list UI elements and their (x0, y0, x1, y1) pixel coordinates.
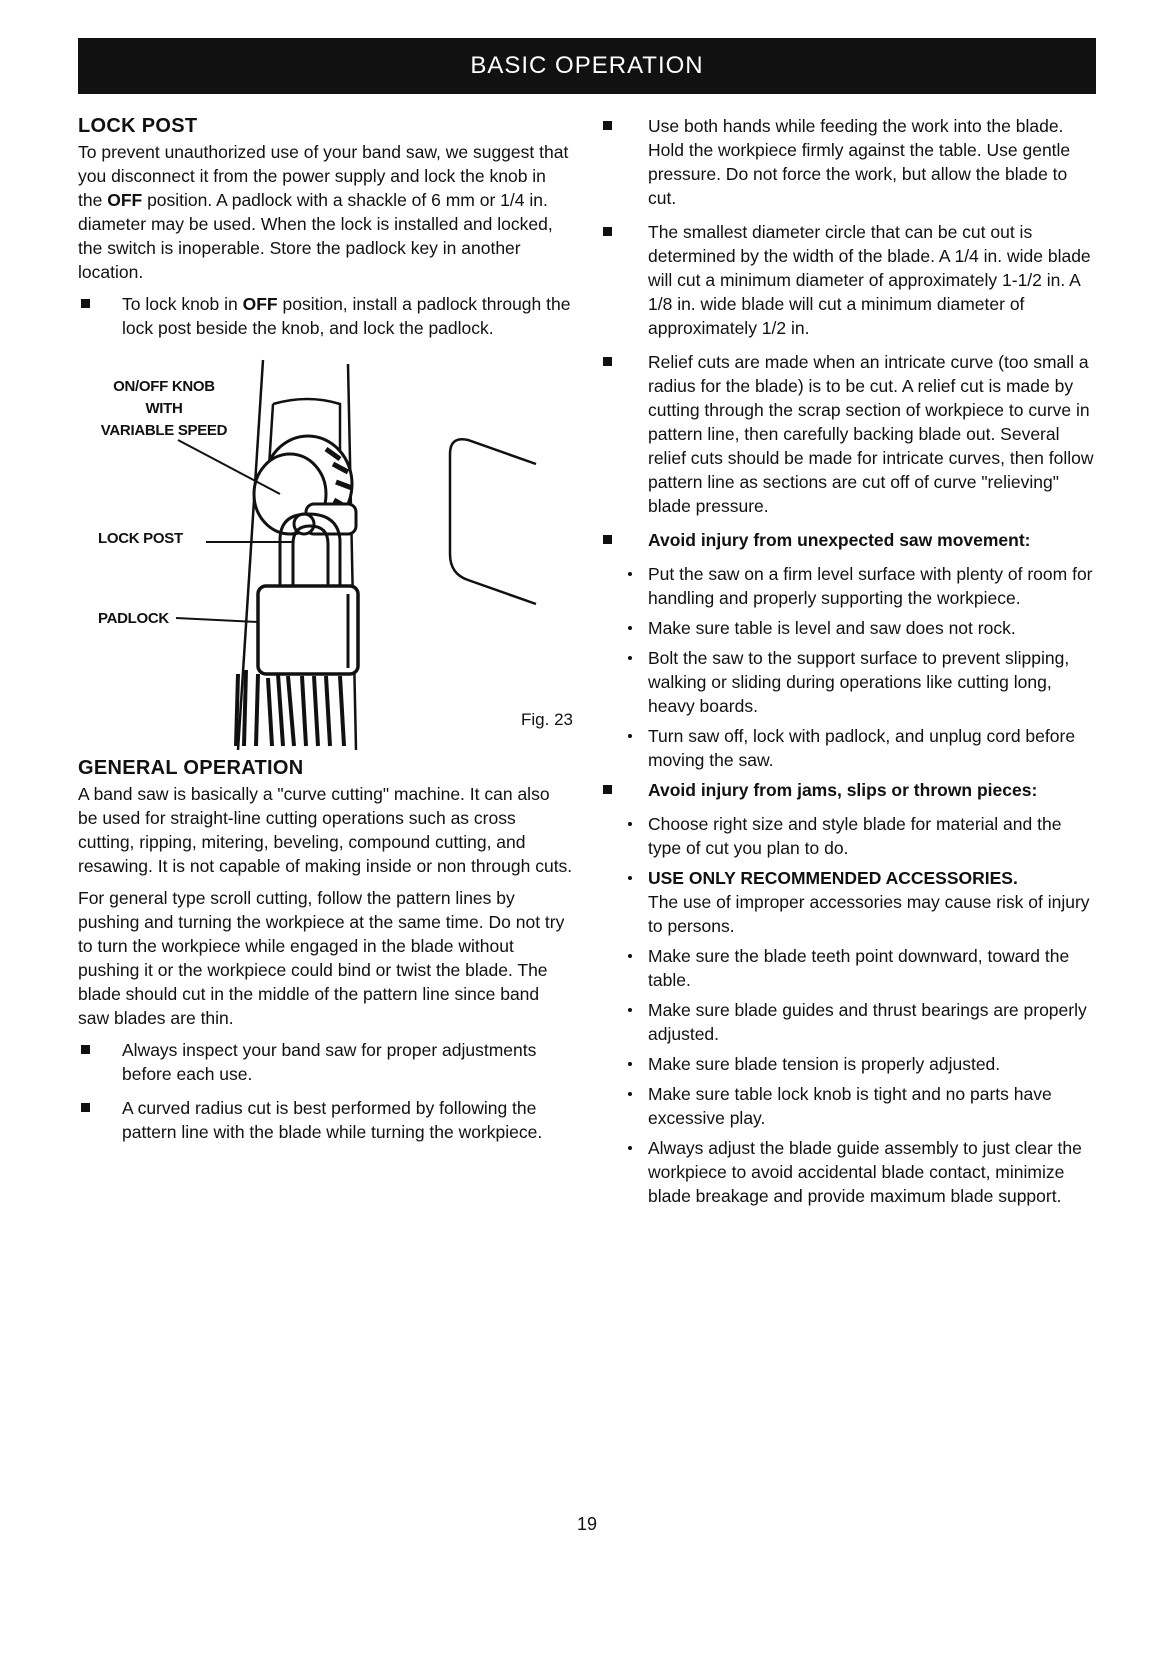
saw-movement-item: Make sure table is level and saw does not rock. (600, 616, 1096, 640)
accessories-warning: USE ONLY RECOMMENDED ACCESSORIES. (648, 868, 1018, 888)
lock-post-heading: LOCK POST (78, 115, 198, 137)
figure-caption: Fig. 23 (521, 710, 573, 729)
left-column (78, 114, 573, 1154)
circle-diameter-bullet: The smallest diameter circle that can be cut out is determined by the width of the blade. A 1/4 in. wide blade will cut a minimum diameter of approximately 1-1/2 in. A 1/8 in. wide blade will cut a minimum diameter of approximately 1/2 in. (600, 220, 1096, 340)
lock-post-label: LOCK POST (98, 530, 183, 547)
jams-item: Choose right size and style blade for material and the type of cut you plan to do. (600, 812, 1096, 860)
general-para-2: For general type scroll cutting, follow the pattern lines by pushing and turning the workpiece at the same time. Do not try to turn the workpiece while engaged in the blade without pushing it or the workpiece could bind or twist the blade. The blade should cut in the middle of the pattern line since band saw blades are thin. (78, 888, 565, 1028)
section-banner (78, 38, 1096, 94)
figure-23 (78, 354, 573, 750)
knob-label-line3: VARIABLE SPEED (100, 422, 228, 439)
right-column (600, 114, 1096, 1214)
jams-item: Make sure blade tension is properly adjusted. (600, 1052, 1096, 1076)
knob-label-line1: ON/OFF KNOB (113, 378, 215, 395)
general-para-1: A band saw is basically a "curve cutting" machine. It can also be used for straight-line cutting operations such as cross cutting, ripping, mitering, beveling, compound cutting, and resawing. It is not capable of making inside or non through cuts. (78, 784, 573, 876)
lock-post-intro-part1: To prevent unauthorized use of your band saw, we suggest that you disconnect it from the power supply and lock the knob in the (78, 142, 569, 210)
saw-movement-item: Put the saw on a firm level surface with plenty of room for handling and properly supporting the workpiece. (600, 562, 1096, 610)
knob-label (98, 376, 230, 442)
saw-movement-heading: Avoid injury from unexpected saw movement: (600, 528, 1096, 552)
saw-movement-item: Turn saw off, lock with padlock, and unplug cord before moving the saw. (600, 724, 1096, 772)
jams-item: Make sure the blade teeth point downward, toward the table. (600, 944, 1096, 992)
lock-post-bullet (78, 292, 573, 340)
lock-post-intro-part2: position. A padlock with a shackle of 6 mm or 1/4 in. diameter may be used. When the lock is installed and locked, the switch is inoperable. Store the padlock key in another location. (78, 190, 553, 282)
page-number: 19 (576, 1514, 598, 1534)
general-bullet-1: Always inspect your band saw for proper adjustments before each use. (78, 1038, 573, 1086)
lock-post-intro-off: OFF (107, 190, 143, 210)
jams-item: Always adjust the blade guide assembly to just clear the workpiece to avoid accidental blade contact, minimize blade breakage and provide maximum blade support. (600, 1136, 1096, 1208)
jams-item: Make sure table lock knob is tight and no parts have excessive play. (600, 1082, 1096, 1130)
jams-item: Make sure blade guides and thrust bearings are properly adjusted. (600, 998, 1096, 1046)
jams-heading: Avoid injury from jams, slips or thrown pieces: (600, 778, 1096, 802)
lock-post-intro (78, 140, 573, 284)
lock-bullet-part2: position, install a padlock through the lock post beside the knob, and lock the padlock. (122, 294, 571, 338)
knob-label-line2: WITH (145, 400, 183, 417)
lock-bullet-off: OFF (242, 294, 278, 314)
banner-title: BASIC OPERATION (470, 52, 704, 79)
general-bullet-2: A curved radius cut is best performed by following the pattern line with the blade while turning the workpiece. (78, 1096, 573, 1144)
feeding-bullet: Use both hands while feeding the work into the blade. Hold the workpiece firmly against the table. Use gentle pressure. Do not force the work, but allow the blade to cut. (600, 114, 1096, 210)
saw-movement-item: Bolt the saw to the support surface to prevent slipping, walking or sliding during operations like cutting long, heavy boards. (600, 646, 1096, 718)
relief-cuts-bullet: Relief cuts are made when an intricate curve (too small a radius for the blade) is to be cut. A relief cut is made by cutting through the scrap section of workpiece to curve in pattern line, then carefully backing blade out. Several relief cuts should be made for intricate curves, then follow pattern line as sections are cut off of curve "relieving" blade pressure. (600, 350, 1096, 518)
jams-item-accessories (600, 866, 1096, 938)
general-operation-heading: GENERAL OPERATION (78, 757, 304, 779)
lock-bullet-part1: To lock knob in (122, 294, 243, 314)
padlock-label: PADLOCK (98, 610, 169, 627)
accessories-text: The use of improper accessories may cause risk of injury to persons. (648, 892, 1090, 936)
